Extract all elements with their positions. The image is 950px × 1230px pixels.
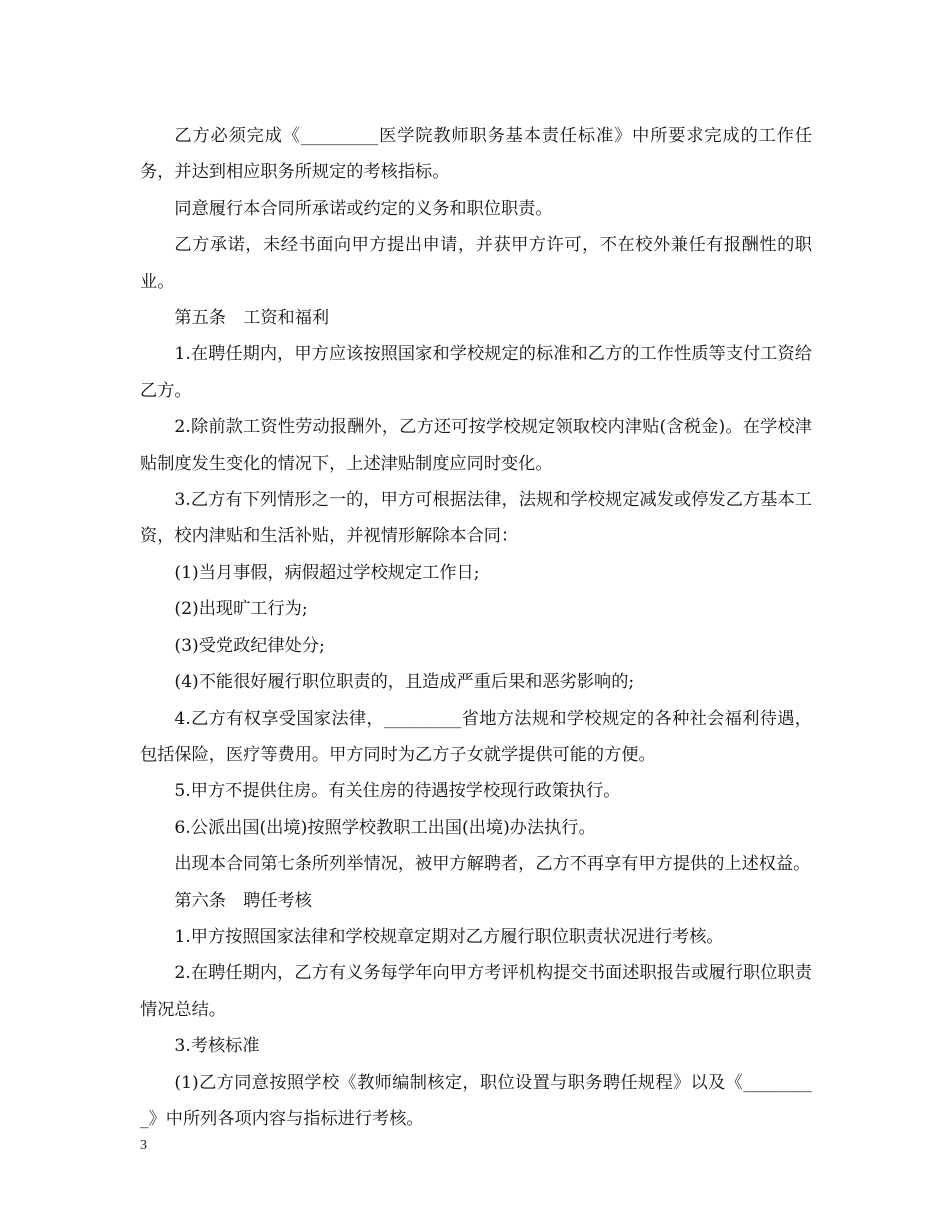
paragraph: 3.乙方有下列情形之一的，甲方可根据法律，法规和学校规定减发或停发乙方基本工资，校内津贴和生活补贴，并视情形解除本合同： <box>140 490 812 547</box>
subheading: 3.考核标准 <box>174 1036 260 1057</box>
list-item: (4)不能很好履行职位职责的，且造成严重后果和恶劣影响的; <box>174 672 635 693</box>
paragraph: 2.除前款工资性劳动报酬外，乙方还可按学校规定领取校内津贴(含税金)。在学校津贴制度发生变化的情况下，上述津贴制度应同时变化。 <box>140 417 812 474</box>
section-heading: 第六条 聘任考核 <box>174 890 312 911</box>
paragraph: 同意履行本合同所承诺或约定的义务和职位职责。 <box>174 198 553 219</box>
paragraph: 出现本合同第七条所列举情况，被甲方解聘者，乙方不再享有甲方提供的上述权益。 <box>174 854 811 875</box>
paragraph: 4.乙方有权享受国家法律，_________省地方法规和学校规定的各种社会福利待遇，包括保险，医疗等费用。甲方同时为乙方子女就学提供可能的方便。 <box>140 708 812 765</box>
document-body <box>140 118 812 1137</box>
list-item: (1)当月事假，病假超过学校规定工作日; <box>174 562 480 583</box>
paragraph: 6.公派出国(出境)按照学校教职工出国(出境)办法执行。 <box>174 817 596 838</box>
page-number: 3 <box>140 1138 147 1153</box>
paragraph: 1.甲方按照国家法律和学校规章定期对乙方履行职位职责状况进行考核。 <box>174 926 724 947</box>
paragraph: 乙方必须完成《_________医学院教师职务基本责任标准》中所要求完成的工作任务，并达到相应职务所规定的考核指标。 <box>140 126 812 183</box>
paragraph: 5.甲方不提供住房。有关住房的待遇按学校现行政策执行。 <box>174 781 621 802</box>
list-item: (1)乙方同意按照学校《教师编制核定，职位设置与职务聘任规程》以及《_________》中所列各项内容与指标进行考核。 <box>140 1072 812 1129</box>
list-item: (2)出现旷工行为; <box>174 599 308 620</box>
list-item: (3)受党政纪律处分; <box>174 635 325 656</box>
paragraph: 1.在聘任期内，甲方应该按照国家和学校规定的标准和乙方的工作性质等支付工资给乙方。 <box>140 344 812 401</box>
paragraph: 乙方承诺，未经书面向甲方提出申请，并获甲方许可，不在校外兼任有报酬性的职业。 <box>140 235 812 292</box>
section-heading: 第五条 工资和福利 <box>174 308 330 329</box>
paragraph: 2.在聘任期内，乙方有义务每学年向甲方考评机构提交书面述职报告或履行职位职责情况总结。 <box>140 963 812 1020</box>
